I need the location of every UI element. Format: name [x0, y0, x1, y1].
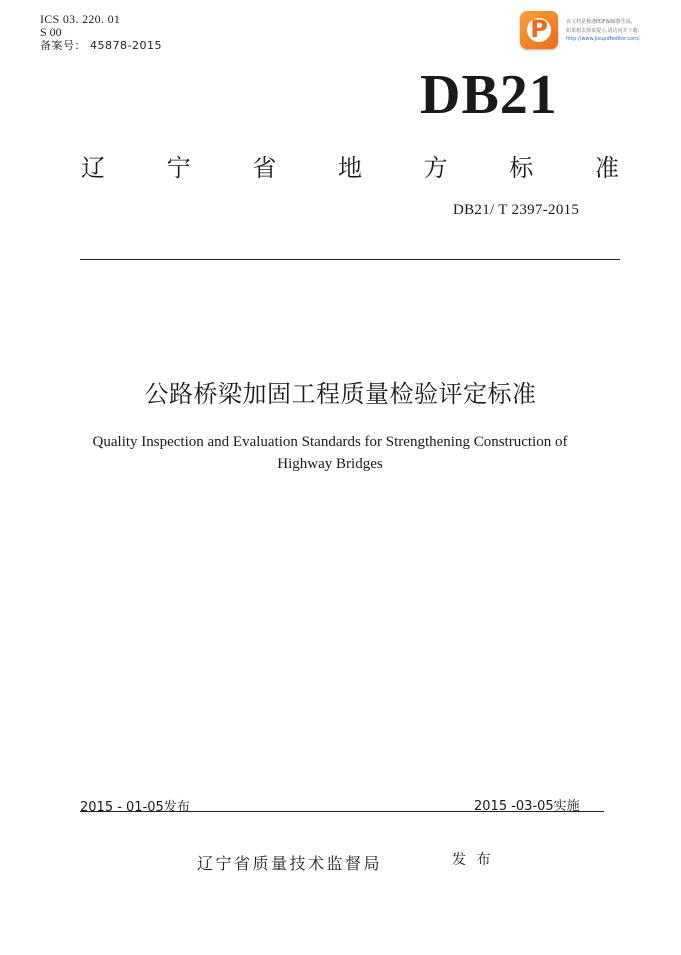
pdf-editor-logo-icon[interactable]: [520, 11, 558, 49]
standard-type-title: [80, 148, 620, 183]
title-char: 标: [509, 154, 534, 182]
title-char: 省: [252, 154, 277, 182]
document-title-en: Quality Inspection and Evaluation Standards for Strengthening Construction of Highway Bridges: [92, 434, 568, 472]
standard-number: DB21/ T 2397-2015: [453, 202, 580, 218]
header-divider: [80, 259, 620, 260]
issue-date: 2015 - 01-05发布: [80, 800, 190, 815]
title-char: 方: [423, 154, 448, 182]
title-char: 辽: [81, 154, 105, 182]
title-char: 准: [594, 154, 619, 182]
implementation-date: 2015 -03-05实施: [474, 799, 580, 814]
title-char: 地: [337, 154, 362, 182]
category-code: S 00: [40, 25, 62, 39]
logo-letter: P: [530, 15, 548, 43]
ics-code: ICS 03. 220. 01: [40, 12, 121, 26]
watermark-line-2: 如果想去掉该提示,请访问并下载:: [566, 28, 640, 34]
title-char: 宁: [166, 154, 191, 182]
watermark-link[interactable]: http://www.jisupdfeditor.com/: [566, 36, 640, 42]
footer-divider: [80, 811, 604, 812]
document-title-cn: 公路桥梁加固工程质量检验评定标准: [144, 380, 537, 408]
issuing-authority: 辽宁省质量技术监督局: [197, 854, 383, 873]
issued-label: 发 布: [452, 852, 494, 868]
watermark-line-1: 该文档是极速PDF编辑器生成,: [566, 19, 633, 25]
standard-code: DB21: [420, 64, 558, 126]
record-number: 备案号： 45878-2015: [40, 39, 162, 52]
